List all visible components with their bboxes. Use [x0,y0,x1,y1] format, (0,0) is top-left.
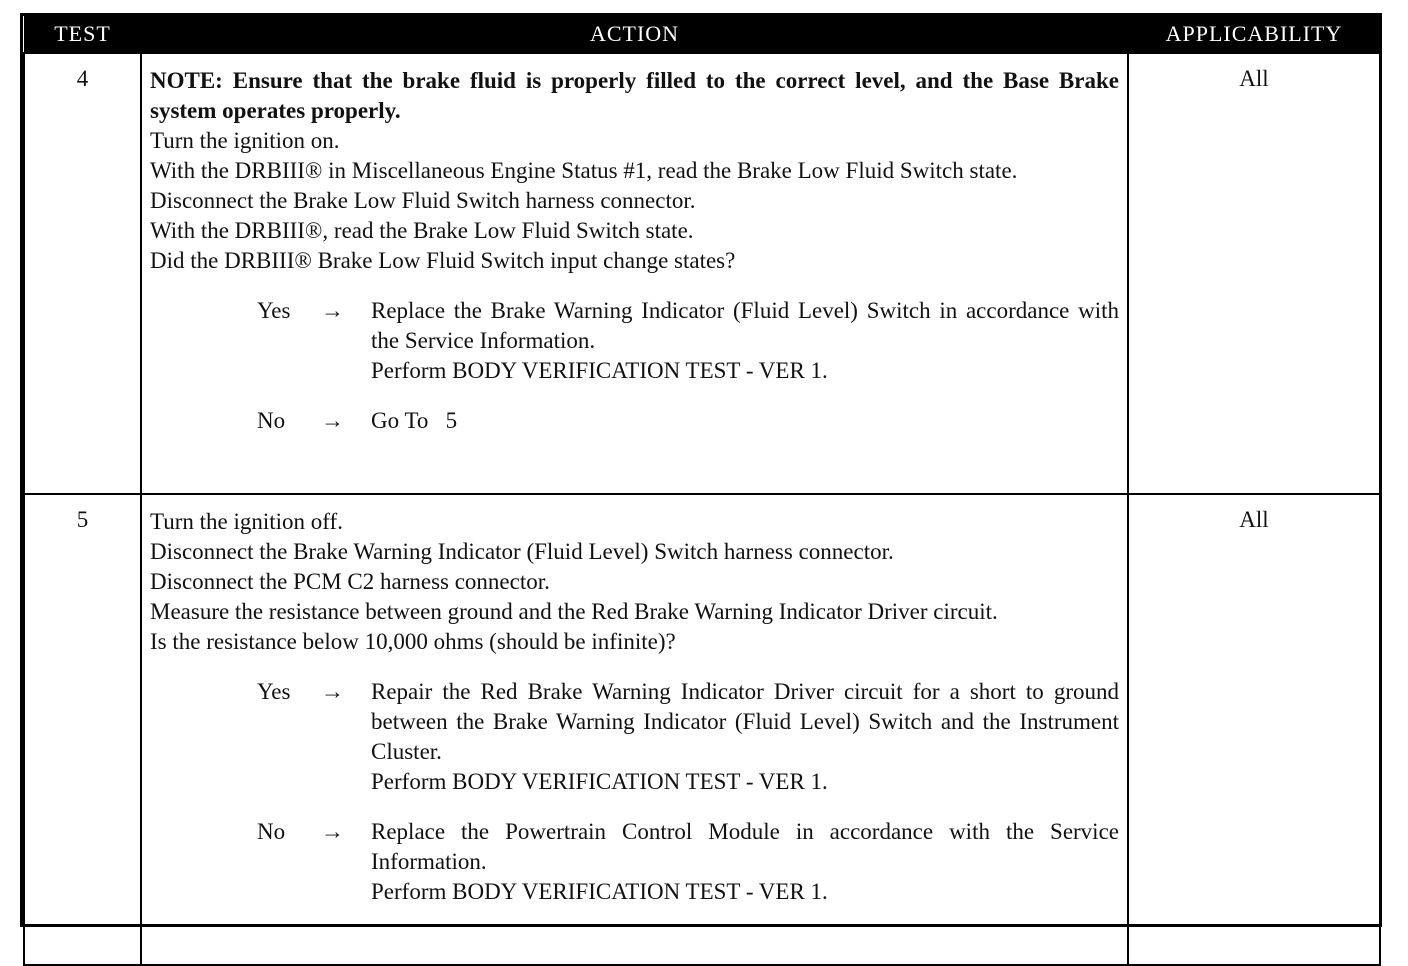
table-row-test-5 [24,494,1380,965]
yes-perform-text: Perform BODY VERIFICATION TEST - VER 1. [371,769,828,794]
no-branch [150,406,1119,436]
step-text: With the DRBIII® in Miscellaneous Engine Status #1, read the Brake Low Fluid Switch state. [150,158,1018,183]
header-action: ACTION [141,16,1128,53]
table-row-test-4 [24,53,1380,494]
step-text: Disconnect the Brake Warning Indicator (Fluid Level) Switch harness connector. [150,539,894,564]
right-arrow-icon: → [321,819,344,844]
applicability-value: All [1128,53,1380,494]
step-text: Is the resistance below 10,000 ohms (should be infinite)? [150,629,676,654]
step-text: Measure the resistance between ground and the Red Brake Warning Indicator Driver circuit. [150,599,998,624]
yes-label: Yes [257,298,291,323]
yes-branch [150,296,1119,386]
diagnostic-table-wrapper [20,13,1382,927]
header-test: TEST [24,16,141,53]
yes-label: Yes [257,679,291,704]
right-arrow-icon: → [321,679,344,704]
no-label: No [257,819,286,844]
table-header-row [24,16,1380,53]
diagnostic-test-table [23,16,1381,966]
yes-result-text: Replace the Brake Warning Indicator (Fluid Level) Switch in accordance with the Service Information. [371,298,1119,353]
yes-perform-text: Perform BODY VERIFICATION TEST - VER 1. [371,358,828,383]
yes-branch [150,677,1119,797]
right-arrow-icon: → [321,298,344,323]
no-result-text: Replace the Powertrain Control Module in accordance with the Service Information. [371,819,1119,874]
no-label: No [257,408,286,433]
yes-result-text: Repair the Red Brake Warning Indicator Driver circuit for a short to ground between the Brake Warning Indicator (Fluid Level) Switch and the Instrument Cluster. [371,679,1119,764]
step-text: Disconnect the Brake Low Fluid Switch harness connector. [150,188,696,213]
step-text: With the DRBIII®, read the Brake Low Fluid Switch state. [150,218,694,243]
header-applicability: APPLICABILITY [1128,16,1380,53]
yes-result [371,296,1119,386]
step-text: Did the DRBIII® Brake Low Fluid Switch input change states? [150,248,736,273]
no-perform-text: Perform BODY VERIFICATION TEST - VER 1. [371,879,828,904]
step-text: Disconnect the PCM C2 harness connector. [150,569,550,594]
action-cell [141,53,1128,494]
note-text: NOTE: Ensure that the brake fluid is properly filled to the correct level, and the Base Brake system operates properly. [150,68,1119,123]
right-arrow-icon: → [321,408,344,433]
no-result [371,817,1119,907]
yes-result [371,677,1119,797]
action-cell [141,494,1128,965]
go-to-link[interactable]: Go To 5 [371,408,458,433]
applicability-value: All [1128,494,1380,965]
no-branch [150,817,1119,907]
step-text: Turn the ignition off. [150,509,343,534]
step-text: Turn the ignition on. [150,128,340,153]
test-number: 5 [24,494,141,965]
test-number: 4 [24,53,141,494]
no-result [371,406,1119,436]
